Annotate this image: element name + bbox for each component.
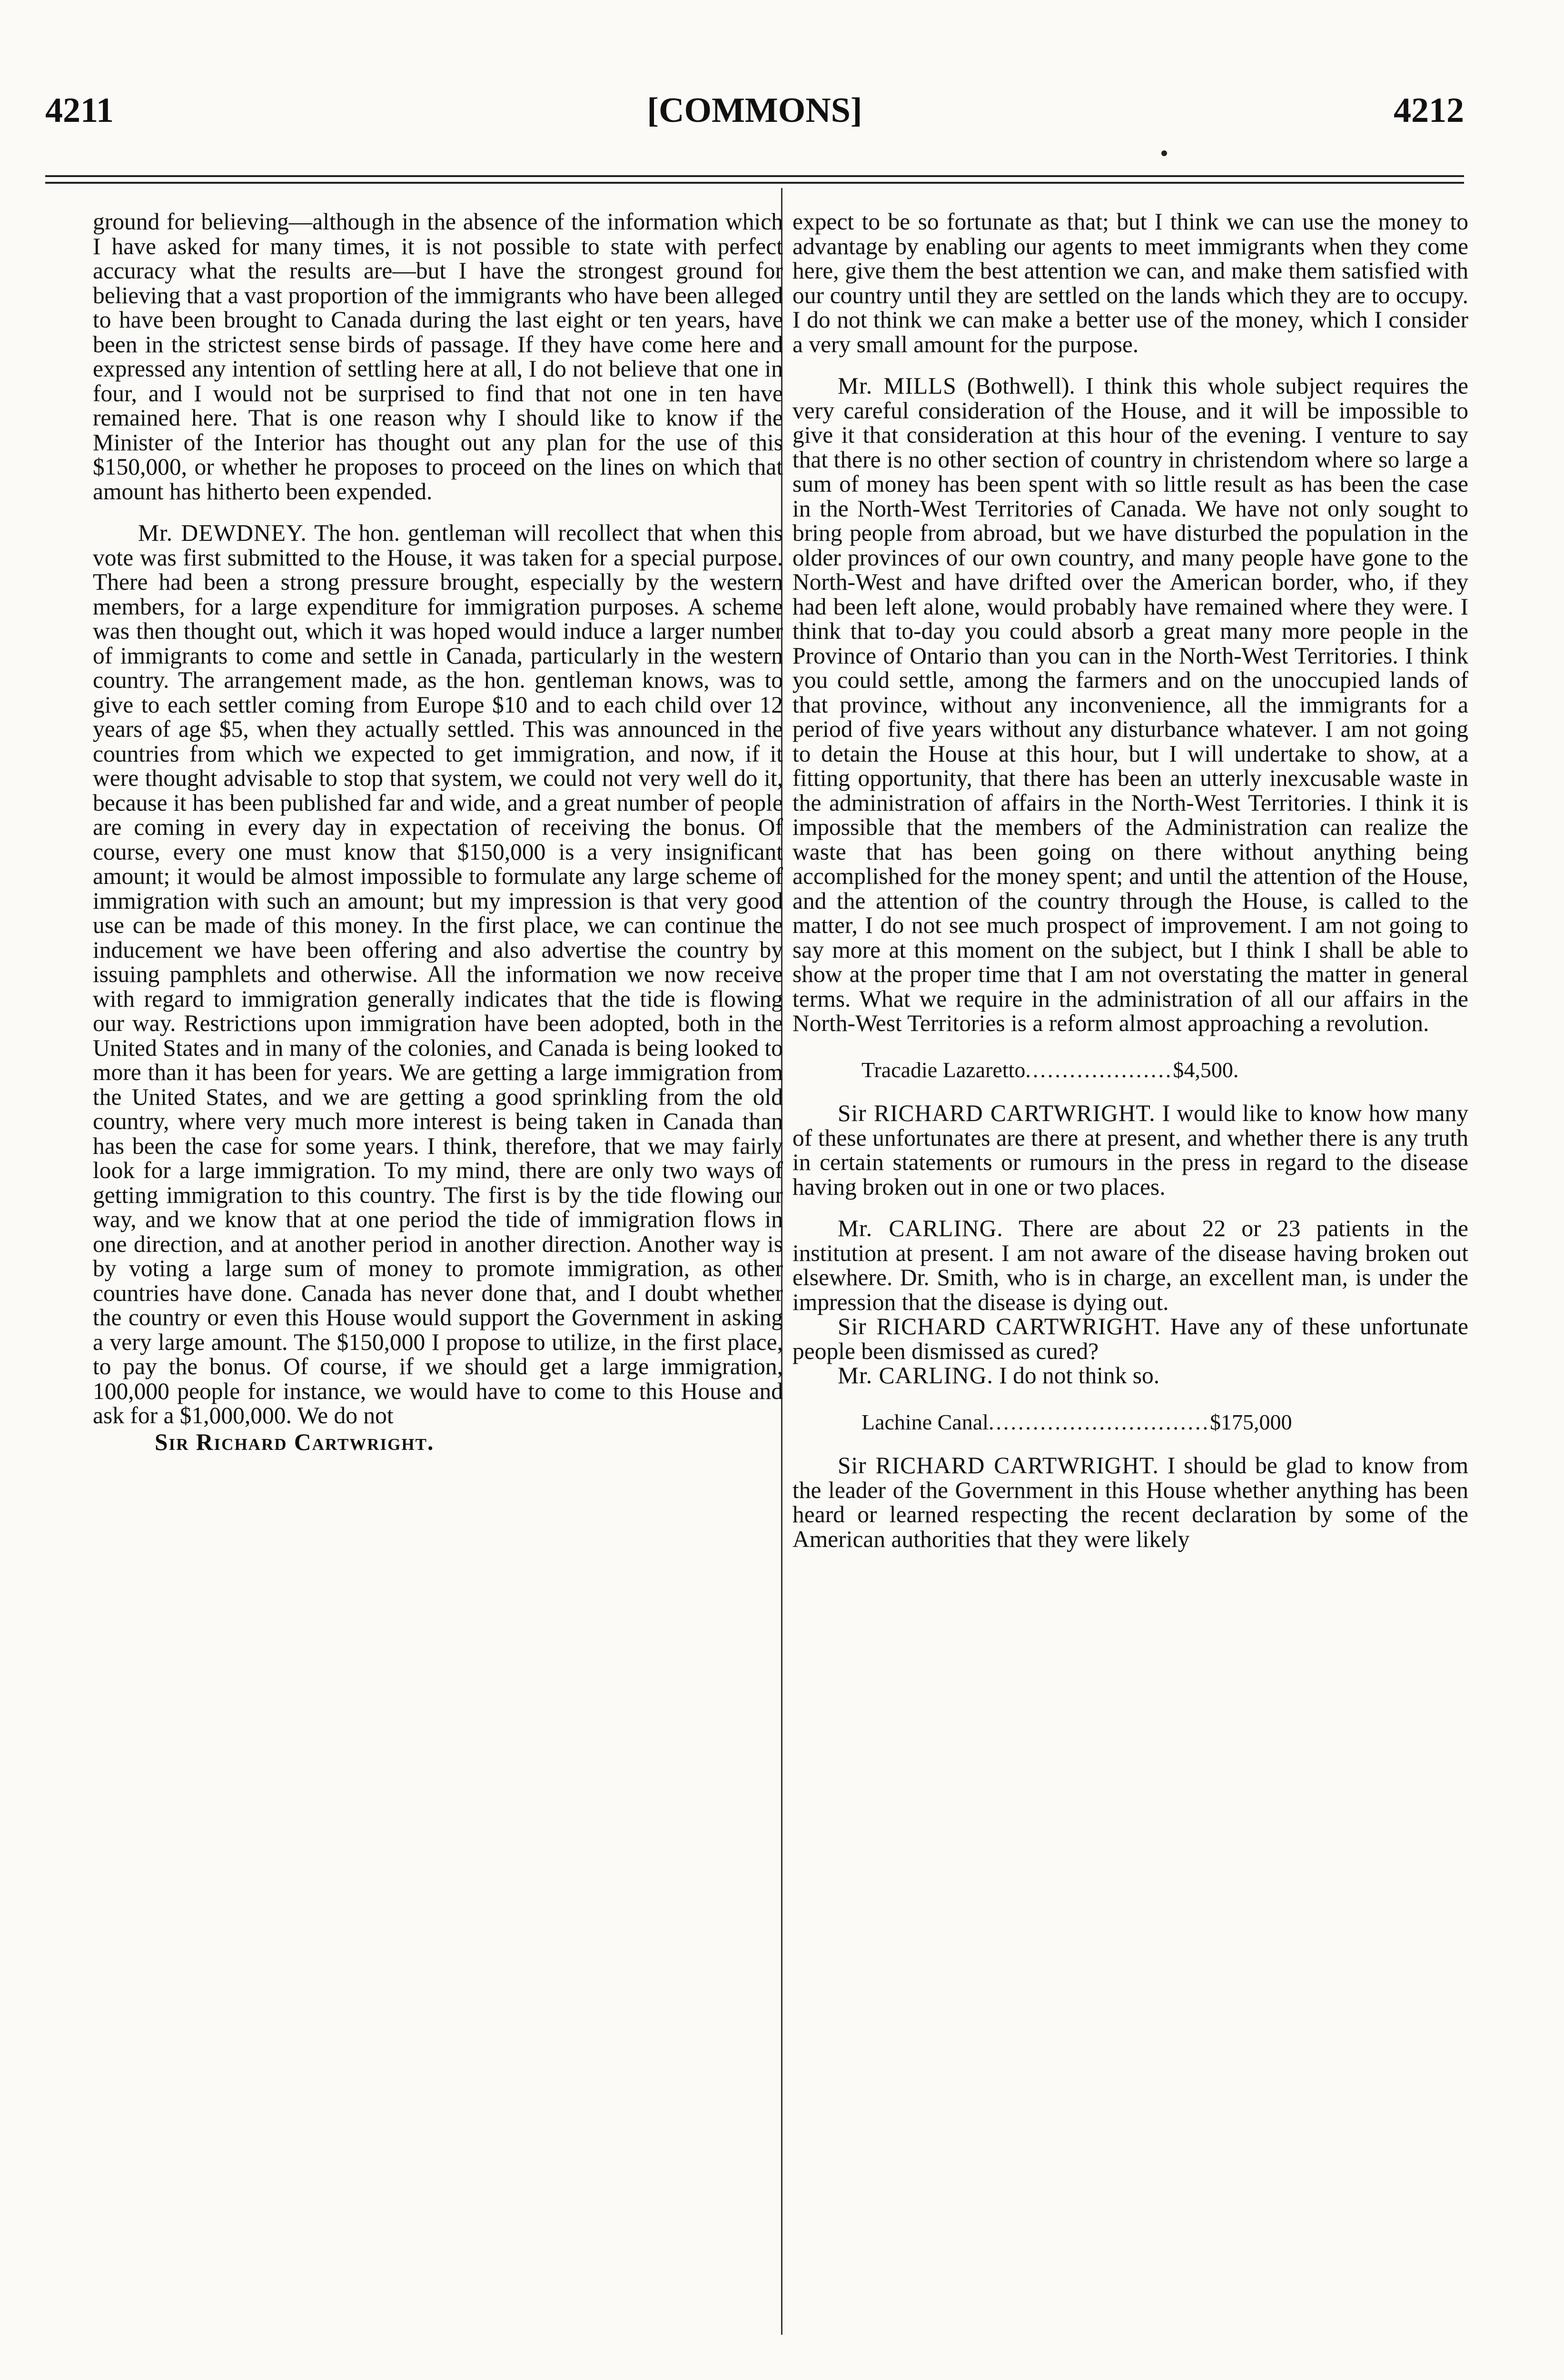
section-title: [COMMONS] <box>647 91 862 130</box>
speaker-name: Sir RICHARD CARTWRIGHT. <box>838 1452 1159 1478</box>
speaker-name: Mr. CARLING. <box>838 1215 1003 1241</box>
catchword-footer <box>93 1430 783 1455</box>
header-rule-top <box>45 175 1464 177</box>
speaker-name: Mr. DEWDNEY. <box>138 520 307 546</box>
speech-text: There are about 22 or 23 patients in the institution at present. I am not aware of the disease having broken out elsewhere. Dr. Smith, who is in charge, an excellent man, is under the impression that the disease is dying out. <box>792 1215 1468 1315</box>
item-label: Tracadie Lazaretto <box>861 1057 1026 1082</box>
page-header <box>45 90 1464 148</box>
speech-text: Have any of these unfortunate people been dismissed as cured? <box>792 1313 1468 1364</box>
speech-cartwright-1 <box>792 1101 1468 1199</box>
speech-carling-1 <box>792 1216 1468 1314</box>
catchword-text: Sir Richard Cartwright. <box>155 1428 435 1455</box>
item-amount: $4,500. <box>1173 1057 1239 1082</box>
speaker-riding: (Bothwell). <box>956 373 1075 399</box>
paragraph: ground for believing—although in the absence of the information which I have asked for many times, it is not possible to state with perfect accuracy what the results are—but I have the strongest ground for believing that a vast proportion of the immigrants who have been alleged to have been brought to Canada during the last eight or ten years, have been in the strictest sense birds of passage. If they have come here and expressed any intention of settling here at all, I do not believe that one in four, and I would not be surprised to find that not one in ten have remained here. That is one reason why I should like to know if the Minister of the Interior has thought out any plan for the use of this $150,000, or whether he proposes to proceed on the lines on which that amount has hitherto been expended. <box>93 208 783 505</box>
page-number-left: 4211 <box>45 91 114 130</box>
speaker-name: Sir RICHARD CARTWRIGHT. <box>838 1313 1161 1339</box>
speech-text: I should be glad to know from the leader of the Government in this House whether anything has been heard or learned respecting the recent declaration by some of the American authorities that they were likely <box>792 1452 1468 1552</box>
speaker-name: Mr. MILLS <box>838 373 957 399</box>
speaker-name: Mr. CARLING. <box>838 1362 993 1388</box>
left-column <box>93 209 783 1454</box>
speech-text: The hon. gentleman will recollect that when this vote was first submitted to the House, it was taken for a special purpose. There had been a strong pressure brought, especially by the western members, for a large expenditure for immigration purposes. A scheme was then thought out, which it was hoped would induce a larger number of immigrants to come and settle in Canada, particularly in the western country. The arrangement made, as the hon. gentleman knows, was to give to each settler coming from Europe $10 and to each child over 12 years of age $5, when they actually settled. This was announced in the countries from which we expected to get immigration, and now, if it were thought advisable to stop that system, we could not very well do it, because it has been published far and wide, and a great number of people are coming in every day in expectation of receiving the bonus. Of course, every one must know that $150,000 is a very insignificant amount; it would be almost impossible to formulate any large scheme of immigration with such an amount; but my impression is that very good use can be made of this money. In the first place, we can continue the inducement we have been offering and also advertise the country by issuing pamphlets and otherwise. All the information we now receive with regard to immigration generally indicates that the tide is flowing our way. Restrictions upon immigration have been adopted, both in the United States and in many of the colonies, and Canada is being looked to more than it has been for years. We are getting a large immigration from the United States, and we are getting a good sprinkling from the old country, where very much more interest is being taken in Canada than has been the case for some years. I think, therefore, that we may fairly look for a large immigration. To my mind, there are only two ways of getting immigration to this country. The first is by the tide flowing our way, and we know that at one period the tide of immigration flows in one direction, and at another period in another direction. Another way is by voting a large sum of money to promote immigration, as other countries have done. Canada has never done that, and I doubt whether the country or even this House would support the Government in asking a very large amount. The $150,000 I propose to utilize, in the first place, to pay the bonus. Of course, if we should get a large immigration, 100,000 people for instance, we would have to come to this House and ask for a $1,000,000. We do not <box>93 520 783 1428</box>
header-rule-bottom <box>45 182 1464 184</box>
supply-item-lachine <box>861 1410 1468 1435</box>
speech-cartwright-3 <box>792 1453 1468 1551</box>
speaker-name: Sir RICHARD CARTWRIGHT. <box>838 1100 1156 1126</box>
speech-cartwright-2 <box>792 1314 1468 1363</box>
paragraph: expect to be so fortunate as that; but I think we can use the money to advantage by enabling our agents to meet immigrants when they come here, give them the best attention we can, and make them satisfied with our country until they are settled on the lands which they are to occupy. I do not think we can make a better use of the money, which I consider a very small amount for the purpose. <box>792 208 1468 357</box>
right-column <box>792 209 1468 1551</box>
speech-text: I would like to know how many of these unfortunates are there at present, and whether there is any truth in certain statements or rumours in the press in regard to the disease having broken out in one or two places. <box>792 1100 1468 1200</box>
speech-carling-2 <box>792 1363 1468 1388</box>
speech-dewdney <box>93 521 783 1428</box>
item-label: Lachine Canal <box>861 1409 989 1434</box>
speech-text: I think this whole subject requires the very careful consideration of the House, and it will be impossible to give it that consideration at this hour of the evening. I venture to say that there is no other section of country in christendom where so large a sum of money has been spent with so little result as has been the case in the North-West Territories of Canada. We have not only sought to bring people from abroad, but we have disturbed the population in the older provinces of our own country, and many people have gone to the North-West and have drifted over the American border, who, if they had been left alone, would probably have remained where they were. I think that to-day you could absorb a great many more people in the Province of Ontario than you can in the North-West Territories. I think you could settle, among the farmers and on the unoccupied lands of that province, without any inconvenience, all the immigrants for a period of five years without any disturbance whatever. I am not going to detain the House at this hour, but I will undertake to show, at a fitting opportunity, that there has been an utterly inexcusable waste in the administration of affairs in the North-West Territories. I think it is impossible that the members of the Administration can realize the waste that has been going on there without anything being accomplished for the money spent; and until the attention of the House, and the attention of the country through the House, is called to the matter, I do not see much prospect of improvement. I am not going to say more at this moment on the subject, but I think I shall be able to show at the proper time that I am not overstating the matter in general terms. What we require in the administration of all our affairs in the North-West Territories is a reform almost approaching a revolution. <box>792 373 1468 1036</box>
item-amount: $175,000 <box>1209 1409 1292 1434</box>
print-mark <box>1161 150 1167 156</box>
item-leader: .............................. <box>988 1409 1210 1434</box>
page-number-right: 4212 <box>1394 91 1464 130</box>
speech-text: I do not think so. <box>993 1362 1160 1388</box>
supply-item-tracadie <box>861 1058 1468 1082</box>
speech-mills <box>792 374 1468 1036</box>
item-leader: .................... <box>1025 1057 1173 1082</box>
